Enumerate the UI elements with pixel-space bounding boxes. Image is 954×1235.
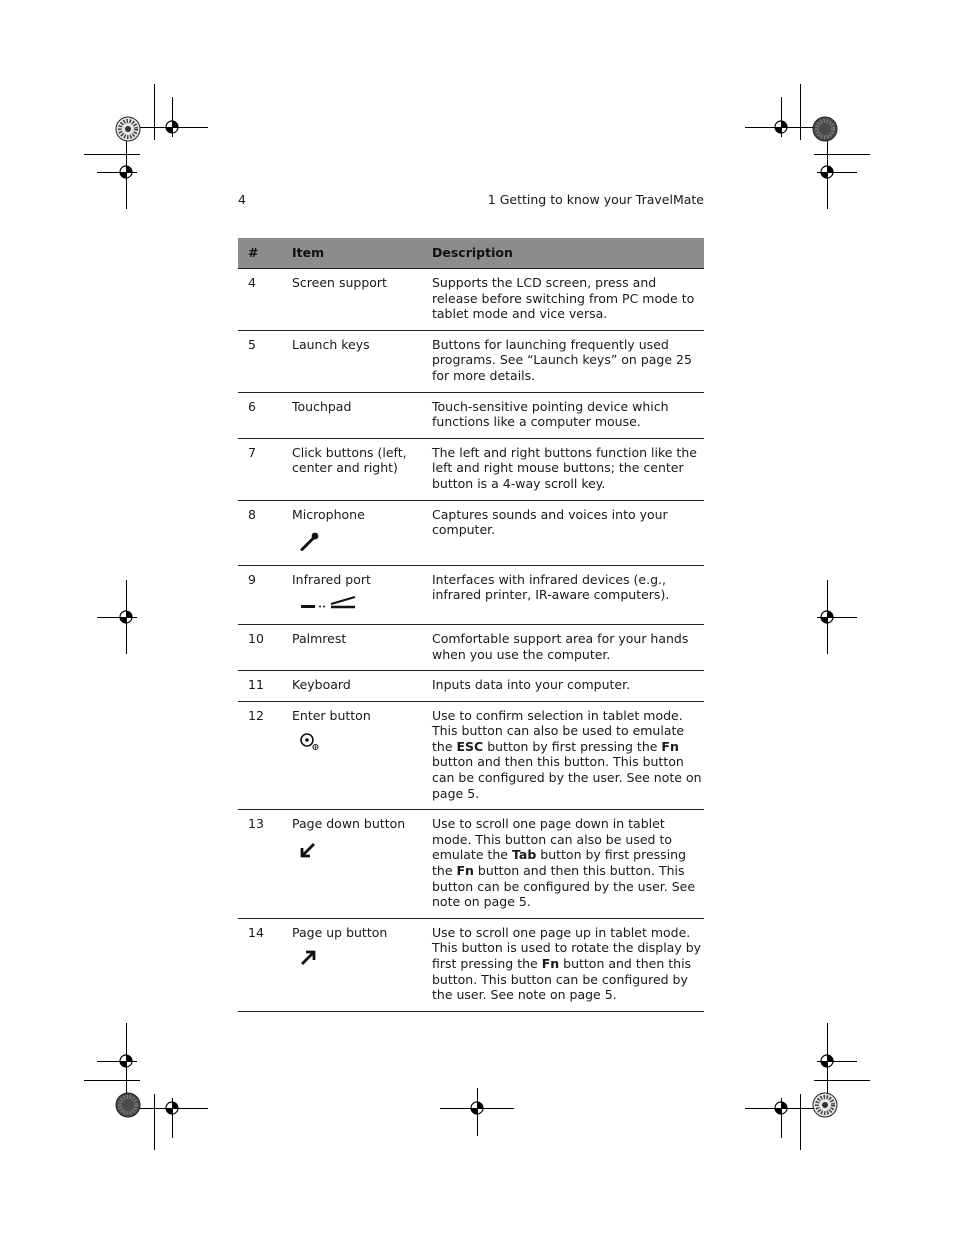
crop-mark	[800, 84, 801, 140]
description-text: Captures sounds and voices into your computer.	[432, 506, 668, 538]
row-description	[432, 438, 704, 500]
row-item-cell	[292, 565, 432, 624]
row-item-cell	[292, 624, 432, 670]
row-description	[432, 392, 704, 438]
table-row	[238, 565, 704, 624]
registration-mark-icon	[819, 1053, 835, 1069]
crop-mark	[154, 84, 155, 140]
row-item-name: Keyboard	[292, 677, 351, 693]
table-row	[238, 701, 704, 810]
description-text: button and then this button. This button can be configured by the user. See note on page 5.	[432, 754, 702, 801]
row-item-name: Screen support	[292, 275, 387, 290]
column-header-number: #	[238, 238, 292, 269]
running-head: 1 Getting to know your TravelMate	[487, 192, 704, 207]
row-item-name: Palmrest	[292, 630, 347, 646]
description-text: button and then this button. This button can be configured by the user. See note on page 5.	[432, 863, 696, 910]
row-number: 4	[238, 269, 292, 331]
registration-mark-icon	[164, 119, 180, 135]
table-row	[238, 438, 704, 500]
row-item-cell	[292, 671, 432, 702]
key-name: Tab	[511, 847, 537, 863]
key-name: ESC	[456, 738, 484, 754]
row-number: 8	[238, 500, 292, 565]
row-item-name: Infrared port	[292, 571, 371, 587]
table-header-row	[238, 238, 704, 269]
registration-mark-icon	[819, 609, 835, 625]
arrow-up-right-icon	[299, 949, 432, 971]
description-text: Comfortable support area for your hands when you use the computer.	[432, 630, 689, 662]
crop-mark	[800, 1094, 801, 1150]
registration-mark-icon	[118, 609, 134, 625]
row-number: 7	[238, 438, 292, 500]
registration-mark-icon	[118, 1053, 134, 1069]
row-item-name: Click buttons (left, center and right)	[292, 444, 407, 476]
row-item-cell	[292, 918, 432, 1011]
description-text: Use to scroll one page up in tablet mode. This button is used to rotate the display by first pressing the	[432, 924, 702, 971]
row-description	[432, 500, 704, 565]
star-target-icon	[812, 1092, 838, 1118]
row-item-name: Enter button	[292, 707, 371, 723]
column-header-description: Description	[432, 238, 704, 269]
row-number: 14	[238, 918, 292, 1011]
row-number: 12	[238, 701, 292, 810]
registration-mark-icon	[469, 1100, 485, 1116]
page-number: 4	[238, 192, 246, 207]
row-item-cell	[292, 392, 432, 438]
key-name: Fn	[541, 956, 560, 971]
row-item-name: Page down button	[292, 816, 406, 832]
row-item-name: Microphone	[292, 506, 365, 522]
row-number: 6	[238, 392, 292, 438]
row-description	[432, 701, 704, 810]
row-description	[432, 918, 704, 1011]
arrow-down-left-icon	[299, 841, 432, 863]
table-row	[238, 500, 704, 565]
table-row	[238, 392, 704, 438]
table-row	[238, 330, 704, 392]
description-text: Use to confirm selection in tablet mode. This button can also be used to emulate the	[432, 707, 685, 754]
description-text: Supports the LCD screen, press and release before switching from PC mode to tablet mode and vice versa.	[432, 275, 695, 322]
enter-button-icon	[299, 732, 432, 756]
column-header-item: Item	[292, 238, 432, 269]
description-text: Interfaces with infrared devices (e.g., infrared printer, IR-aware computers).	[432, 571, 670, 603]
crop-mark	[814, 154, 870, 155]
description-text: button and then this button. This button can be configured by the user. See note on page 5.	[432, 956, 692, 1003]
star-target-icon	[115, 1092, 141, 1118]
registration-mark-icon	[773, 1100, 789, 1116]
row-item-cell	[292, 810, 432, 919]
crop-mark	[84, 1080, 140, 1081]
table-row	[238, 671, 704, 702]
registration-mark-icon	[118, 164, 134, 180]
row-description	[432, 810, 704, 919]
crop-mark	[814, 1080, 870, 1081]
table-row	[238, 810, 704, 919]
description-text: Use to scroll one page down in tablet mode. This button can also be used to emulate the	[432, 816, 672, 863]
description-text: The left and right buttons function like the left and right mouse buttons; the center button is a 4-way scroll key.	[432, 444, 697, 491]
description-text: Touch-sensitive pointing device which functions like a computer mouse.	[432, 398, 669, 430]
table-row	[238, 918, 704, 1011]
table-row	[238, 269, 704, 331]
row-item-name: Launch keys	[292, 336, 370, 352]
registration-mark-icon	[819, 164, 835, 180]
key-name: Fn	[661, 738, 679, 754]
row-item-cell	[292, 500, 432, 565]
star-target-icon	[115, 116, 141, 142]
registration-mark-icon	[164, 1100, 180, 1116]
star-target-icon	[812, 116, 838, 142]
table-body	[238, 269, 704, 1012]
crop-mark	[154, 1094, 155, 1150]
row-number: 9	[238, 565, 292, 624]
crop-mark	[84, 154, 140, 155]
row-number: 13	[238, 810, 292, 919]
row-item-name: Touchpad	[292, 398, 352, 414]
row-item-cell	[292, 701, 432, 810]
row-item-cell	[292, 438, 432, 500]
registration-mark-icon	[773, 119, 789, 135]
infrared-icon	[299, 596, 432, 616]
row-number: 5	[238, 330, 292, 392]
row-description	[432, 671, 704, 702]
row-number: 11	[238, 671, 292, 702]
row-item-name: Page up button	[292, 924, 388, 940]
row-description	[432, 269, 704, 331]
row-number: 10	[238, 624, 292, 670]
description-text: Buttons for launching frequently used programs. See “Launch keys” on page 25 for more details.	[432, 336, 692, 383]
row-description	[432, 624, 704, 670]
component-table	[238, 238, 704, 1012]
row-description	[432, 565, 704, 624]
row-item-cell	[292, 269, 432, 331]
row-description	[432, 330, 704, 392]
description-text: Inputs data into your computer.	[432, 677, 631, 693]
description-text: button by first pressing the	[483, 738, 662, 754]
key-name: Fn	[456, 863, 474, 879]
row-item-cell	[292, 330, 432, 392]
description-text: button by first pressing the	[432, 847, 687, 879]
table-row	[238, 624, 704, 670]
microphone-icon	[299, 531, 432, 557]
